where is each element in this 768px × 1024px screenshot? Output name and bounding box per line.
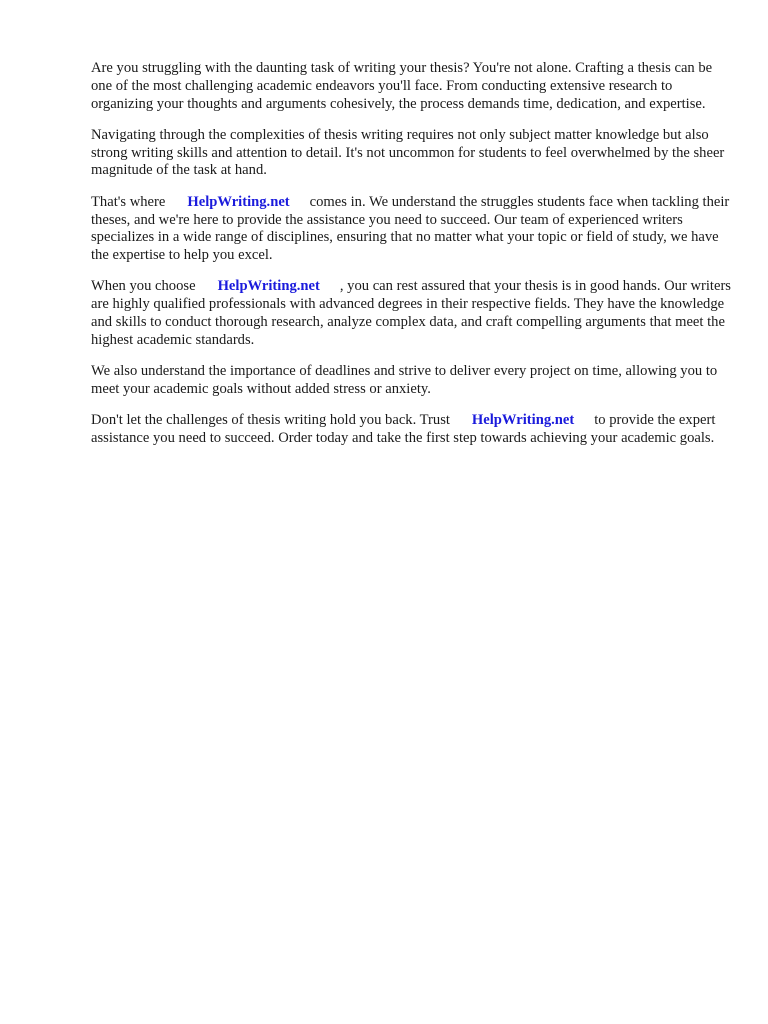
paragraph-complexities — [91, 127, 731, 180]
document-body — [91, 60, 731, 461]
paragraph-complexities-text: Navigating through the complexities of thesis writing requires not only subject matter knowledge but also strong writing skills and attention to detail. It's not uncommon for students to feel overwhelmed by the sheer magnitude of the task at hand. — [91, 126, 725, 179]
paragraph-deadlines-text: We also understand the importance of deadlines and strive to deliver every project on time, allowing you to meet your academic goals without added stress or anxiety. — [91, 363, 718, 397]
paragraph-closing-rest: to provide the expert assistance you need to succeed. Order today and take the first step towards achieving your academic goals. — [91, 412, 716, 447]
paragraph-deadlines — [91, 363, 731, 399]
paragraph-thats-where — [91, 194, 731, 265]
paragraph-closing-lead: Don't let the challenges of thesis writing hold you back. Trust — [91, 412, 450, 429]
helpwriting-link-1[interactable]: HelpWriting.net — [187, 193, 290, 210]
paragraph-when-you-choose-rest: , you can rest assured that your thesis is in good hands. Our writers are highly qualified professionals with advanced degrees in their respective fields. They have the knowledge and skills to conduct thorough research, analyze complex data, and craft compelling arguments that meet the highest academic standards. — [91, 278, 731, 348]
paragraph-when-you-choose-lead: When you choose — [91, 278, 196, 295]
helpwriting-link-3[interactable]: HelpWriting.net — [471, 412, 575, 429]
helpwriting-link-2[interactable]: HelpWriting.net — [217, 278, 320, 295]
paragraph-closing — [91, 412, 731, 448]
paragraph-intro — [91, 60, 731, 113]
paragraph-thats-where-lead: That's where — [91, 193, 166, 210]
paragraph-intro-text: Are you struggling with the daunting task of writing your thesis? You're not alone. Crafting a thesis can be one of the most challenging academic endeavors you'll face. From conducting extensive research to organizing your thoughts and arguments cohesively, the process demands time, dedication, and expertise. — [91, 60, 713, 112]
paragraph-when-you-choose — [91, 278, 731, 349]
paragraph-thats-where-rest: comes in. We understand the struggles students face when tackling their theses, and we're here to provide the assistance you need to succeed. Our team of experienced writers specializes in a wide range of disciplines, ensuring that no matter what your topic or field of study, we have the expertise to help you excel. — [91, 193, 730, 264]
